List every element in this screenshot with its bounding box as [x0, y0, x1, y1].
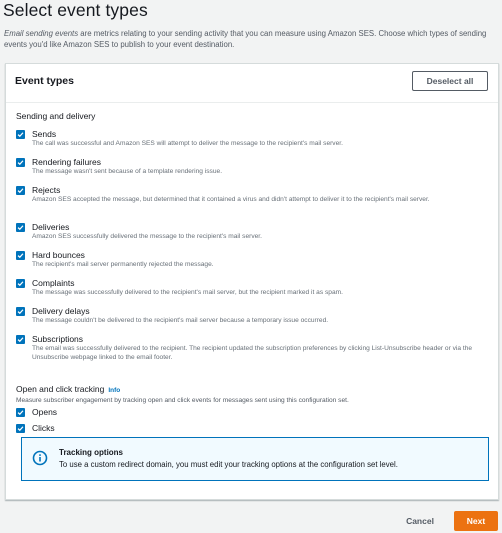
checkbox-label: Clicks [32, 423, 55, 433]
checkbox-description: Amazon SES accepted the message, but determined that it contained a virus and didn't attempt to deliver it to the recipient's mail server. [32, 196, 430, 203]
tracking-options-alert [21, 437, 489, 481]
checkbox-label: Opens [32, 407, 58, 417]
checkbox-rejects[interactable] [16, 186, 25, 195]
next-button[interactable]: Next [454, 511, 498, 531]
check-icon [17, 131, 24, 138]
event-types-panel [5, 63, 499, 500]
checkbox-label: Rendering failures [32, 157, 101, 167]
checkbox-description: The recipient's mail server permanently rejected the message. [32, 261, 214, 268]
checkbox-deliveries[interactable] [16, 223, 25, 232]
deselect-all-button[interactable]: Deselect all [412, 71, 488, 91]
tracking-section-label [16, 384, 120, 394]
checkbox-label: Sends [32, 129, 57, 139]
checkbox-complaints[interactable] [16, 279, 25, 288]
checkbox-description: Amazon SES successfully delivered the message to the recipient's mail server. [32, 233, 262, 240]
alert-text: To use a custom redirect domain, you must edit your tracking options at the configuration set level. [59, 460, 398, 469]
checkbox-subscriptions[interactable] [16, 335, 25, 344]
checkbox-description: The call was successful and Amazon SES will attempt to deliver the message to the recipient's mail server. [32, 140, 343, 147]
alert-title: Tracking options [59, 448, 124, 457]
checkbox-clicks[interactable] [16, 424, 25, 433]
checkbox-label: Delivery delays [32, 306, 90, 316]
panel-header [6, 64, 498, 103]
checkbox-description: The message couldn't be delivered to the recipient's mail server because a temporary issue occurred. [32, 317, 329, 324]
check-icon [17, 187, 24, 194]
check-icon [17, 252, 24, 259]
checkbox-label: Hard bounces [32, 250, 85, 260]
page-description-emphasis: Email sending events [4, 29, 79, 38]
checkbox-label: Deliveries [32, 222, 70, 232]
checkbox-label: Rejects [32, 185, 61, 195]
check-icon [17, 336, 24, 343]
checkbox-rendering-failures[interactable] [16, 158, 25, 167]
info-link[interactable]: Info [108, 387, 121, 394]
checkbox-hard-bounces[interactable] [16, 251, 25, 260]
checkbox-sends[interactable] [16, 130, 25, 139]
tracking-section-title: Open and click tracking [16, 384, 105, 394]
page-description [4, 28, 498, 50]
checkbox-opens[interactable] [16, 408, 25, 417]
tracking-description: Measure subscriber engagement by tracking open and click events for messages sent using this configuration set. [16, 397, 349, 404]
check-icon [17, 308, 24, 315]
checkbox-description: The email was successfully delivered to the recipient. The recipient updated the subscription preferences by clicking List-Unsubscribe header or via the Unsubscribe webpage linked to the email footer. [32, 345, 473, 361]
checkbox-description: The message wasn't sent because of a template rendering issue. [32, 168, 223, 175]
page-description-text: are metrics relating to your sending activity that you can measure using Amazon SES. Choose which types of sending events you'd like Amazon SES to publish to your event destination. [4, 29, 487, 49]
cancel-button[interactable]: Cancel [396, 512, 444, 530]
check-icon [17, 409, 24, 416]
panel-title: Event types [15, 75, 74, 87]
check-icon [17, 159, 24, 166]
checkbox-label: Subscriptions [32, 334, 84, 344]
check-icon [17, 425, 24, 432]
checkbox-delivery-delays[interactable] [16, 307, 25, 316]
check-icon [17, 224, 24, 231]
check-icon [17, 280, 24, 287]
page-title: Select event types [3, 0, 148, 20]
sending-section-label: Sending and delivery [16, 111, 96, 121]
checkbox-description: The message was successfully delivered to the recipient's mail server, but the recipient marked it as spam. [32, 289, 343, 296]
info-icon [32, 450, 48, 466]
checkbox-label: Complaints [32, 278, 75, 288]
